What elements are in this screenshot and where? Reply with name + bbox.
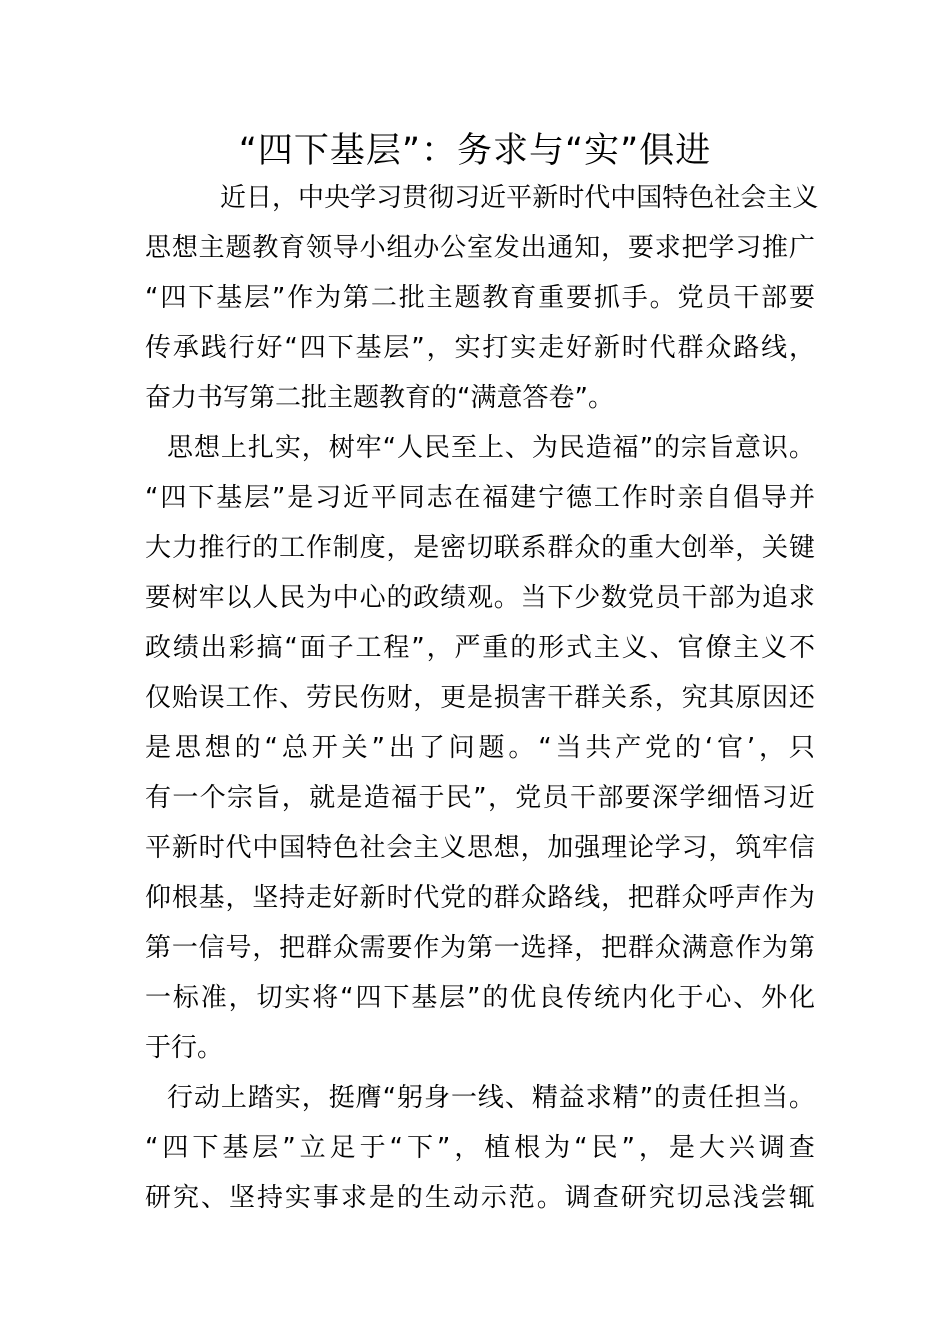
body-line: 行 动 上 踏 实 ， 挺 膺 “ 躬 身 一 线 、 精 益 求 精 ” 的 责 任 担 当 。 bbox=[167, 1083, 815, 1113]
body-line: 传 承 践 行 好 “ 四 下 基 层 ” ， 实 打 实 走 好 新 时 代 群 众 路 线 ， bbox=[145, 333, 815, 363]
body-line: 要 树 牢 以 人 民 为 中 心 的 政 绩 观 。 当 下 少 数 党 员 干 部 为 追 求 bbox=[145, 583, 815, 613]
body-line: 大 力 推 行 的 工 作 制 度 ， 是 密 切 联 系 群 众 的 重 大 创 举 ， 关 键 bbox=[145, 533, 815, 563]
body-line: 一 标 准 ， 切 实 将 “ 四 下 基 层 ” 的 优 良 传 统 内 化 于 心 、 外 化 bbox=[145, 983, 815, 1013]
body-line: 思 想 上 扎 实 ， 树 牢 “ 人 民 至 上 、 为 民 造 福 ” 的 宗 旨 意 识 。 bbox=[167, 433, 815, 463]
body-line: 仰 根 基 ， 坚 持 走 好 新 时 代 党 的 群 众 路 线 ， 把 群 众 呼 声 作 为 bbox=[145, 883, 815, 913]
body-line: 第 一 信 号 ， 把 群 众 需 要 作 为 第 一 选 择 ， 把 群 众 满 意 作 为 第 bbox=[145, 933, 815, 963]
body-line: 研 究 、 坚 持 实 事 求 是 的 生 动 示 范 。 调 查 研 究 切 忌 浅 尝 辄 bbox=[145, 1183, 815, 1213]
body-line: 近 日 ， 中 央 学 习 贯 彻 习 近 平 新 时 代 中 国 特 色 社 会 主 义 bbox=[220, 183, 819, 213]
body-line: “ 四 下 基 层 ” 立 足 于 “ 下 ” ， 植 根 为 “ 民 ” ， 是 大 兴 调 查 bbox=[145, 1133, 815, 1163]
document-title: “四下基层”：务求与“实”俱进 bbox=[238, 131, 712, 171]
body-line: 于行。 bbox=[145, 1033, 224, 1063]
body-line: 仅 贻 误 工 作 、 劳 民 伤 财 ， 更 是 损 害 干 群 关 系 ， 究 其 原 因 还 bbox=[145, 683, 815, 713]
body-line: 是 思 想 的 “ 总 开 关 ” 出 了 问 题 。 “ 当 共 产 党 的 ‘ 官 ’ ， 只 bbox=[145, 733, 815, 763]
body-line: 平 新 时 代 中 国 特 色 社 会 主 义 思 想 ， 加 强 理 论 学 习 ， 筑 牢 信 bbox=[145, 833, 815, 863]
body-line: “ 四 下 基 层 ” 作 为 第 二 批 主 题 教 育 重 要 抓 手 。 党 员 干 部 要 bbox=[145, 283, 815, 313]
body-line: 政 绩 出 彩 搞 “ 面 子 工 程 ” ， 严 重 的 形 式 主 义 、 官 僚 主 义 不 bbox=[145, 633, 815, 663]
body-line: 奋力书写第二批主题教育的“满意答卷”。 bbox=[145, 383, 614, 413]
body-line: “ 四 下 基 层 ” 是 习 近 平 同 志 在 福 建 宁 德 工 作 时 亲 自 倡 导 并 bbox=[145, 483, 815, 513]
body-line: 思 想 主 题 教 育 领 导 小 组 办 公 室 发 出 通 知 ， 要 求 把 学 习 推 广 bbox=[145, 233, 815, 263]
body-line: 有 一 个 宗 旨 ， 就 是 造 福 于 民 ” ， 党 员 干 部 要 深 学 细 悟 习 近 bbox=[145, 783, 815, 813]
